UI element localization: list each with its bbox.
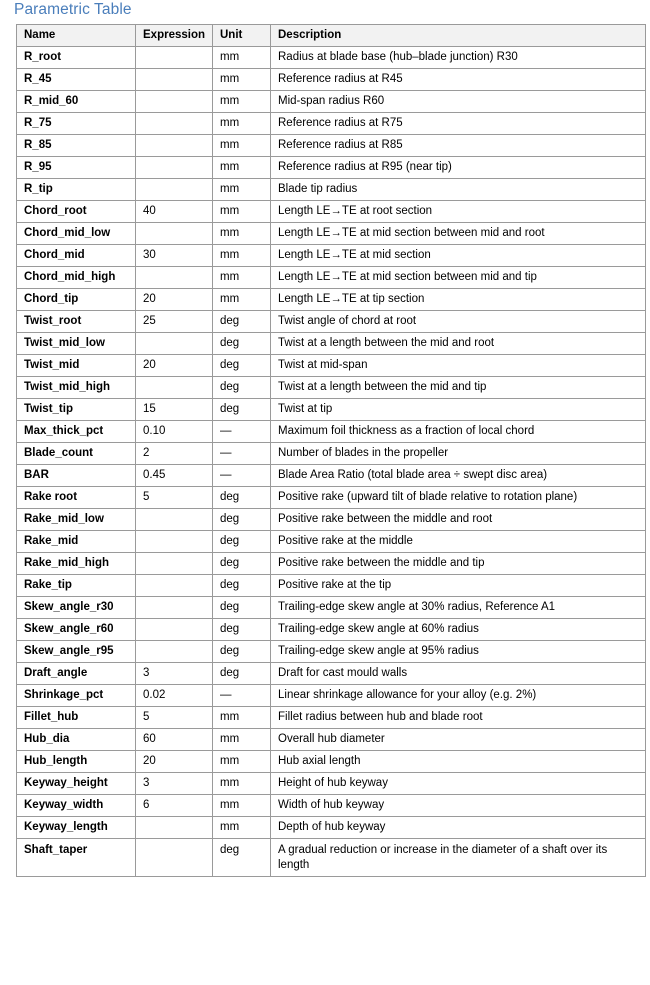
- cell-expression: [136, 91, 213, 113]
- table-row: [17, 355, 646, 377]
- cell-unit: mm: [213, 69, 271, 91]
- cell-name: Twist_mid: [17, 355, 136, 377]
- cell-description: Trailing-edge skew angle at 95% radius: [271, 641, 646, 663]
- cell-unit: deg: [213, 531, 271, 553]
- cell-unit: mm: [213, 707, 271, 729]
- table-row: [17, 641, 646, 663]
- cell-unit: mm: [213, 223, 271, 245]
- cell-expression: 20: [136, 355, 213, 377]
- cell-name: R_45: [17, 69, 136, 91]
- table-header: [17, 25, 646, 47]
- cell-expression: [136, 157, 213, 179]
- cell-unit: mm: [213, 267, 271, 289]
- table-row: [17, 795, 646, 817]
- cell-name: R_95: [17, 157, 136, 179]
- cell-unit: deg: [213, 663, 271, 685]
- cell-expression: [136, 597, 213, 619]
- cell-name: Chord_mid_low: [17, 223, 136, 245]
- cell-unit: mm: [213, 113, 271, 135]
- cell-description: Blade tip radius: [271, 179, 646, 201]
- table-row: [17, 157, 646, 179]
- cell-name: Draft_angle: [17, 663, 136, 685]
- cell-unit: mm: [213, 179, 271, 201]
- table-row: [17, 377, 646, 399]
- cell-expression: [136, 333, 213, 355]
- cell-name: Shaft_taper: [17, 839, 136, 877]
- column-header-name: Name: [17, 25, 136, 47]
- table-row: [17, 267, 646, 289]
- column-header-description: Description: [271, 25, 646, 47]
- cell-name: Twist_tip: [17, 399, 136, 421]
- cell-name: Skew_angle_r60: [17, 619, 136, 641]
- cell-name: Blade_count: [17, 443, 136, 465]
- cell-description: Length LE→TE at mid section between mid and tip: [271, 267, 646, 289]
- cell-expression: 60: [136, 729, 213, 751]
- cell-description: Twist angle of chord at root: [271, 311, 646, 333]
- column-header-unit: Unit: [213, 25, 271, 47]
- cell-unit: deg: [213, 487, 271, 509]
- cell-expression: 40: [136, 201, 213, 223]
- table-row: [17, 729, 646, 751]
- table-row: [17, 707, 646, 729]
- cell-expression: [136, 135, 213, 157]
- cell-expression: [136, 113, 213, 135]
- cell-unit: deg: [213, 333, 271, 355]
- table-row: [17, 773, 646, 795]
- cell-expression: 3: [136, 663, 213, 685]
- cell-name: Twist_root: [17, 311, 136, 333]
- cell-description: Length LE→TE at mid section between mid and root: [271, 223, 646, 245]
- cell-description: Trailing-edge skew angle at 60% radius: [271, 619, 646, 641]
- cell-unit: deg: [213, 399, 271, 421]
- cell-expression: 30: [136, 245, 213, 267]
- cell-name: Fillet_hub: [17, 707, 136, 729]
- cell-description: Radius at blade base (hub–blade junction) R30: [271, 47, 646, 69]
- cell-expression: 3: [136, 773, 213, 795]
- cell-expression: 5: [136, 487, 213, 509]
- cell-unit: mm: [213, 201, 271, 223]
- column-header-expression: Expression: [136, 25, 213, 47]
- cell-name: Rake_mid: [17, 531, 136, 553]
- cell-expression: [136, 531, 213, 553]
- cell-unit: deg: [213, 619, 271, 641]
- cell-expression: [136, 641, 213, 663]
- cell-unit: deg: [213, 509, 271, 531]
- cell-name: Skew_angle_r30: [17, 597, 136, 619]
- cell-description: Twist at tip: [271, 399, 646, 421]
- cell-unit: —: [213, 465, 271, 487]
- table-row: [17, 685, 646, 707]
- cell-unit: deg: [213, 597, 271, 619]
- cell-name: BAR: [17, 465, 136, 487]
- table-row: [17, 751, 646, 773]
- page-title: Parametric Table: [14, 1, 132, 18]
- cell-expression: [136, 179, 213, 201]
- cell-unit: mm: [213, 91, 271, 113]
- table-row: [17, 91, 646, 113]
- table-row: [17, 531, 646, 553]
- table-row: [17, 201, 646, 223]
- cell-description: Trailing-edge skew angle at 30% radius, Reference A1: [271, 597, 646, 619]
- cell-expression: [136, 223, 213, 245]
- cell-unit: mm: [213, 817, 271, 839]
- cell-description: Positive rake (upward tilt of blade relative to rotation plane): [271, 487, 646, 509]
- cell-description: Blade Area Ratio (total blade area ÷ swept disc area): [271, 465, 646, 487]
- cell-name: Rake_mid_low: [17, 509, 136, 531]
- cell-name: Twist_mid_low: [17, 333, 136, 355]
- cell-description: Height of hub keyway: [271, 773, 646, 795]
- table-row: [17, 575, 646, 597]
- cell-unit: mm: [213, 245, 271, 267]
- cell-expression: 0.02: [136, 685, 213, 707]
- cell-description: Reference radius at R75: [271, 113, 646, 135]
- cell-unit: deg: [213, 311, 271, 333]
- cell-description: Twist at a length between the mid and root: [271, 333, 646, 355]
- cell-description: Overall hub diameter: [271, 729, 646, 751]
- cell-description: A gradual reduction or increase in the diameter of a shaft over its length: [271, 839, 646, 877]
- cell-unit: deg: [213, 553, 271, 575]
- cell-expression: [136, 619, 213, 641]
- cell-unit: mm: [213, 135, 271, 157]
- cell-name: Max_thick_pct: [17, 421, 136, 443]
- cell-unit: —: [213, 685, 271, 707]
- cell-name: Chord_mid: [17, 245, 136, 267]
- table-row: [17, 245, 646, 267]
- table-row: [17, 135, 646, 157]
- cell-description: Draft for cast mould walls: [271, 663, 646, 685]
- cell-description: Length LE→TE at mid section: [271, 245, 646, 267]
- cell-description: Positive rake at the middle: [271, 531, 646, 553]
- cell-unit: deg: [213, 641, 271, 663]
- cell-expression: [136, 839, 213, 877]
- table-row: [17, 223, 646, 245]
- cell-name: Chord_root: [17, 201, 136, 223]
- cell-unit: mm: [213, 157, 271, 179]
- cell-expression: 20: [136, 289, 213, 311]
- cell-expression: [136, 553, 213, 575]
- table-row: [17, 69, 646, 91]
- cell-name: R_root: [17, 47, 136, 69]
- cell-name: Hub_dia: [17, 729, 136, 751]
- cell-name: Twist_mid_high: [17, 377, 136, 399]
- cell-description: Reference radius at R45: [271, 69, 646, 91]
- cell-name: Keyway_length: [17, 817, 136, 839]
- table-header-row: [17, 25, 646, 47]
- cell-description: Length LE→TE at tip section: [271, 289, 646, 311]
- table-row: [17, 619, 646, 641]
- table-row: [17, 553, 646, 575]
- cell-expression: [136, 69, 213, 91]
- table-row: [17, 509, 646, 531]
- cell-expression: 6: [136, 795, 213, 817]
- cell-unit: deg: [213, 575, 271, 597]
- table-row: [17, 47, 646, 69]
- cell-description: Reference radius at R95 (near tip): [271, 157, 646, 179]
- cell-name: Skew_angle_r95: [17, 641, 136, 663]
- cell-name: R_85: [17, 135, 136, 157]
- cell-name: Shrinkage_pct: [17, 685, 136, 707]
- table-row: [17, 399, 646, 421]
- cell-name: Keyway_height: [17, 773, 136, 795]
- table-row: [17, 289, 646, 311]
- cell-expression: [136, 509, 213, 531]
- cell-name: R_tip: [17, 179, 136, 201]
- cell-unit: —: [213, 443, 271, 465]
- table-row: [17, 487, 646, 509]
- cell-unit: deg: [213, 839, 271, 877]
- cell-description: Twist at a length between the mid and tip: [271, 377, 646, 399]
- cell-name: Rake_mid_high: [17, 553, 136, 575]
- cell-name: Chord_mid_high: [17, 267, 136, 289]
- table-row: [17, 597, 646, 619]
- cell-unit: mm: [213, 47, 271, 69]
- table-row: [17, 443, 646, 465]
- cell-description: Mid-span radius R60: [271, 91, 646, 113]
- cell-description: Linear shrinkage allowance for your alloy (e.g. 2%): [271, 685, 646, 707]
- cell-description: Positive rake between the middle and tip: [271, 553, 646, 575]
- table-body: [17, 47, 646, 877]
- cell-description: Reference radius at R85: [271, 135, 646, 157]
- cell-description: Positive rake between the middle and root: [271, 509, 646, 531]
- cell-unit: mm: [213, 729, 271, 751]
- cell-description: Fillet radius between hub and blade root: [271, 707, 646, 729]
- table-row: [17, 421, 646, 443]
- cell-unit: deg: [213, 377, 271, 399]
- cell-expression: 20: [136, 751, 213, 773]
- cell-description: Hub axial length: [271, 751, 646, 773]
- cell-description: Width of hub keyway: [271, 795, 646, 817]
- table-row: [17, 817, 646, 839]
- parametric-table: [16, 24, 646, 877]
- cell-expression: 15: [136, 399, 213, 421]
- cell-unit: mm: [213, 289, 271, 311]
- cell-unit: —: [213, 421, 271, 443]
- parametric-table-container: [16, 24, 645, 877]
- cell-description: Depth of hub keyway: [271, 817, 646, 839]
- cell-unit: mm: [213, 773, 271, 795]
- cell-expression: [136, 47, 213, 69]
- cell-expression: [136, 817, 213, 839]
- cell-expression: [136, 377, 213, 399]
- cell-unit: mm: [213, 795, 271, 817]
- cell-expression: 0.45: [136, 465, 213, 487]
- table-row: [17, 113, 646, 135]
- cell-expression: 0.10: [136, 421, 213, 443]
- cell-description: Number of blades in the propeller: [271, 443, 646, 465]
- cell-expression: [136, 575, 213, 597]
- cell-name: R_mid_60: [17, 91, 136, 113]
- cell-description: Maximum foil thickness as a fraction of local chord: [271, 421, 646, 443]
- cell-expression: 5: [136, 707, 213, 729]
- cell-name: Keyway_width: [17, 795, 136, 817]
- table-row: [17, 663, 646, 685]
- cell-expression: 2: [136, 443, 213, 465]
- cell-unit: mm: [213, 751, 271, 773]
- cell-unit: deg: [213, 355, 271, 377]
- table-row: [17, 333, 646, 355]
- cell-description: Length LE→TE at root section: [271, 201, 646, 223]
- table-row: [17, 465, 646, 487]
- cell-expression: 25: [136, 311, 213, 333]
- cell-description: Positive rake at the tip: [271, 575, 646, 597]
- table-row: [17, 311, 646, 333]
- cell-name: Chord_tip: [17, 289, 136, 311]
- cell-name: Rake root: [17, 487, 136, 509]
- table-row: [17, 179, 646, 201]
- table-row: [17, 839, 646, 877]
- cell-description: Twist at mid-span: [271, 355, 646, 377]
- cell-expression: [136, 267, 213, 289]
- cell-name: Rake_tip: [17, 575, 136, 597]
- cell-name: R_75: [17, 113, 136, 135]
- cell-name: Hub_length: [17, 751, 136, 773]
